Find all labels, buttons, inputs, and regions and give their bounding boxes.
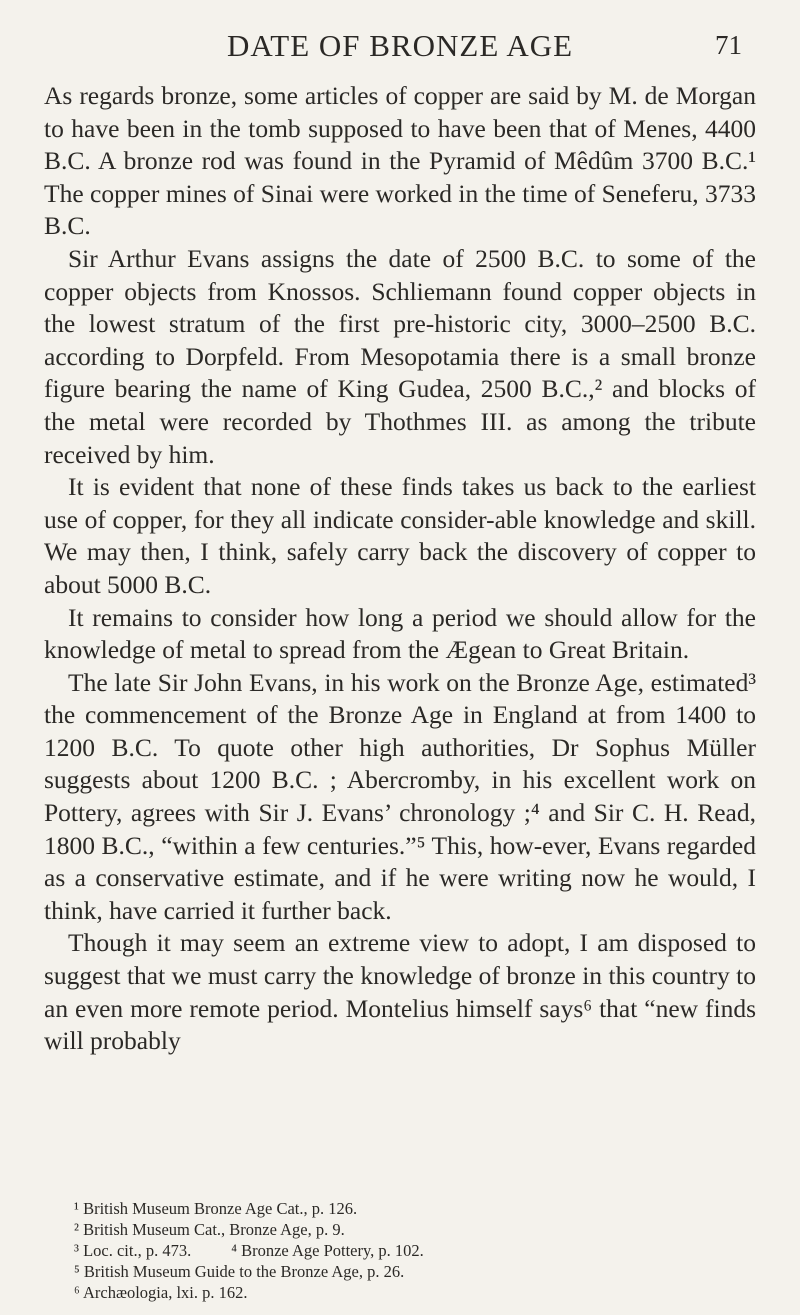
footnote: ⁴ Bronze Age Pottery, p. 102. [231,1241,424,1260]
footnotes [74,1198,764,1303]
footnote: ³ Loc. cit., p. 473. [74,1241,192,1260]
paragraph: It remains to consider how long a period we should allow for the knowledge of metal to spread from the Ægean to Great Britain. [44,602,756,665]
page-header [0,22,800,62]
paragraph: As regards bronze, some articles of copper are said by M. de Morgan to have been in the tomb supposed to have been that of Menes, 4400 B.C. A bronze rod was found in the Pyramid of Mêdûm 3700 B.C.¹ The copper mines of Sinai were worked in the time of Seneferu, 3733 B.C. [44,81,756,241]
running-head: DATE OF BRONZE AGE [226,28,574,63]
footnote: ⁶ Archæologia, lxi. p. 162. [74,1283,248,1302]
paragraph: Though it may seem an extreme view to adopt, I am disposed to suggest that we must carry the knowledge of bronze in this country to an even more remote period. Montelius himself says⁶ that “new finds will probably [44,928,756,1056]
page-number: 71 [715,30,742,60]
footnote: ¹ British Museum Bronze Age Cat., p. 126. [74,1199,358,1218]
footnote: ⁵ British Museum Guide to the Bronze Age, p. 26. [74,1262,405,1281]
body-text [44,80,756,1058]
paragraph: Sir Arthur Evans assigns the date of 2500 B.C. to some of the copper objects from Knossos. Schliemann found copper objects in the lowest stratum of the first pre-historic city, 3000–2500 B.C. according to Dorpfeld. From Mesopotamia there is a small bronze figure bearing the name of King Gudea, 2500 B.C.,² and blocks of the metal were recorded by Thothmes III. as among the tribute received by him. [44,243,756,469]
footnote: ² British Museum Cat., Bronze Age, p. 9. [74,1220,345,1239]
paragraph: The late Sir John Evans, in his work on the Bronze Age, estimated³ the commencement of the Bronze Age in England at from 1400 to 1200 B.C. To quote other high authorities, Dr Sophus Müller suggests about 1200 B.C. ; Abercromby, in his excellent work on Pottery, agrees with Sir J. Evans’ chronology ;⁴ and Sir C. H. Read, 1800 B.C., “within a few centuries.”⁵ This, how-ever, Evans regarded as a conservative estimate, and if he were writing now he would, I think, have carried it further back. [44,667,756,925]
footnote-row [74,1240,764,1261]
paragraph: It is evident that none of these finds takes us back to the earliest use of copper, for they all indicate consider-able knowledge and skill. We may then, I think, safely carry back the discovery of copper to about 5000 B.C. [44,472,756,599]
